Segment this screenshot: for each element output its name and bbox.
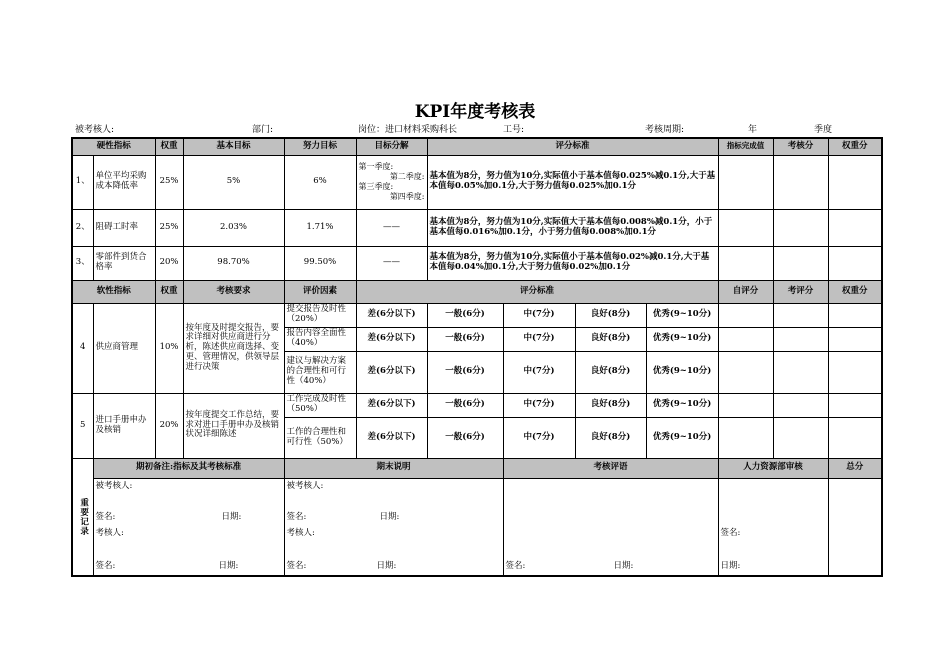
date-label: 日期: [376,560,397,571]
table-row [72,209,882,246]
grade-fair[interactable]: 一般(6分) [427,351,503,393]
grade-medium[interactable]: 中(7分) [503,327,575,351]
requirement-text: 按年度提交工作总结，要求对进口手册申办及核销状况详细陈述 [183,393,284,458]
grade-good[interactable]: 良好(8分) [575,351,646,393]
sign-label: 签名: [286,560,307,571]
completion-value-cell[interactable] [718,209,773,246]
sign-label: 签名: [505,560,526,571]
employee-id-label: 工号: [503,125,525,135]
header-hard-indicator: 硬性指标 [72,138,155,155]
indicator-name: 零部件到货合格率 [93,246,155,280]
comments-cell[interactable] [503,478,718,576]
header-initial-notes: 期初备注:指标及其考核标准 [93,458,284,478]
total-score-cell[interactable] [828,478,882,576]
scoring-standard-text: 基本值为8分，努力值为10分,实际值大于基本值每0.008%减0.1分，小于基本值每0.016%加0.1分，小于努力值每0.008%加0.1分 [427,209,718,246]
hard-header-row [72,138,882,155]
effort-target-value: 6% [284,155,356,209]
header-total-score: 总分 [828,458,882,478]
row-number: 5 [72,393,93,458]
grade-medium[interactable]: 中(7分) [503,417,575,458]
indicator-weight: 20% [155,246,183,280]
appraisee-label: 被考核人: [286,480,324,491]
effort-target-value: 1.71% [284,209,356,246]
completion-value-cell[interactable] [718,246,773,280]
records-label: 重要记录 [72,458,93,576]
weighted-score-cell[interactable] [828,155,882,209]
hr-review-cell[interactable] [718,478,828,576]
weighted-score-cell[interactable] [828,209,882,246]
row-number: 3、 [72,246,93,280]
header-comments: 考核评语 [503,458,718,478]
soft-header-row [72,280,882,303]
requirement-text: 按年度及时提交报告，要求详细对供应商进行分析，陈述供应商选择、变更、管理情况，供领导层进行决策 [183,303,284,393]
evaluation-factor: 工作完成及时性（50%） [284,393,356,417]
kpi-table [71,137,883,577]
year-label: 年 [748,125,758,135]
grade-poor[interactable]: 差(6分以下) [356,351,427,393]
appraiser-label: 考核人: [95,527,124,538]
date-label: 日期: [218,560,239,571]
grade-excellent[interactable]: 优秀(9~10分) [646,417,718,458]
weighted-score-cell[interactable] [828,327,882,351]
table-row [72,303,882,327]
header-weight: 权重 [155,138,183,155]
row-number: 4 [72,303,93,393]
header-scoring-standard: 评分标准 [427,138,718,155]
records-header-row [72,458,882,478]
evaluation-factor: 提交报告及时性（20%） [284,303,356,327]
indicator-weight: 25% [155,209,183,246]
appraiser-score-cell[interactable] [773,351,828,393]
appraisee-label: 被考核人: [75,125,115,135]
self-score-cell[interactable] [718,393,773,417]
grade-fair[interactable]: 一般(6分) [427,327,503,351]
grade-poor[interactable]: 差(6分以下) [356,393,427,417]
grade-fair[interactable]: 一般(6分) [427,417,503,458]
row-number: 2、 [72,209,93,246]
sign-label: 签名: [720,527,741,538]
target-breakdown[interactable] [356,155,427,209]
table-row [72,393,882,417]
q2-label: 第二季度: [389,172,425,181]
self-score-cell[interactable] [718,351,773,393]
appraiser-score-cell[interactable] [773,417,828,458]
grade-medium[interactable]: 中(7分) [503,303,575,327]
grade-poor[interactable]: 差(6分以下) [356,327,427,351]
self-score-cell[interactable] [718,417,773,458]
grade-medium[interactable]: 中(7分) [503,393,575,417]
q1-label: 第一季度: [358,162,394,171]
records-body-row [72,478,882,576]
grade-good[interactable]: 良好(8分) [575,417,646,458]
date-label: 日期: [221,511,242,522]
grade-medium[interactable]: 中(7分) [503,351,575,393]
indicator-name: 阻碍工时率 [93,209,155,246]
position-label: 岗位：进口材料采购科长 [358,125,458,135]
indicator-name: 进口手册申办及核销 [93,393,155,458]
grade-excellent[interactable]: 优秀(9~10分) [646,351,718,393]
appraiser-score-cell[interactable] [773,327,828,351]
completion-value-cell[interactable] [718,155,773,209]
grade-fair[interactable]: 一般(6分) [427,393,503,417]
grade-fair[interactable]: 一般(6分) [427,303,503,327]
table-row [72,246,882,280]
target-breakdown: —— [356,246,427,280]
indicator-weight: 25% [155,155,183,209]
grade-excellent[interactable]: 优秀(9~10分) [646,327,718,351]
grade-poor[interactable]: 差(6分以下) [356,417,427,458]
header-appraiser-score: 考评分 [773,280,828,303]
header-weighted-score: 权重分 [828,280,882,303]
weighted-score-cell[interactable] [828,393,882,417]
header-scoring-standard: 评分标准 [356,280,718,303]
initial-notes-cell[interactable] [93,478,284,576]
indicator-name: 单位平均采购成本降低率 [93,155,155,209]
grade-poor[interactable]: 差(6分以下) [356,303,427,327]
indicator-name: 供应商管理 [93,303,155,393]
indicator-weight: 10% [155,303,183,393]
base-target-value: 2.03% [183,209,284,246]
header-effort-target: 努力目标 [284,138,356,155]
weighted-score-cell[interactable] [828,417,882,458]
page-title: KPI年度考核表 [414,102,536,122]
sign-label: 签名: [95,560,116,571]
weighted-score-cell[interactable] [828,351,882,393]
sign-label: 签名: [286,511,307,522]
header-requirement: 考核要求 [183,280,284,303]
table-row [72,155,882,209]
evaluation-factor: 建议与解决方案的合理性和可行性（40%） [284,351,356,393]
target-breakdown: —— [356,209,427,246]
appraiser-score-cell[interactable] [773,393,828,417]
department-label: 部门: [252,125,274,135]
header-base-target: 基本目标 [183,138,284,155]
header-final-explanation: 期末说明 [284,458,503,478]
weighted-score-cell[interactable] [828,303,882,327]
evaluation-factor: 工作的合理性和可行性（50%） [284,417,356,458]
grade-good[interactable]: 良好(8分) [575,393,646,417]
grade-good[interactable]: 良好(8分) [575,303,646,327]
scoring-standard-text: 基本值为8分，努力值为10分,实际值小于基本值每0.025%减0.1分,大于基本值每0.05%加0.1分,大于努力值每0.025%加0.1分 [427,155,718,209]
base-target-value: 98.70% [183,246,284,280]
scoring-standard-text: 基本值为8分，努力值为10分,实际值小于基本值每0.02%减0.1分,大于基本值每0.04%加0.1分,大于努力值每0.02%加0.1分 [427,246,718,280]
appraisee-label: 被考核人: [95,480,133,491]
appraisal-score-cell[interactable] [773,155,828,209]
grade-good[interactable]: 良好(8分) [575,327,646,351]
date-label: 日期: [720,560,741,571]
header-self-score: 自评分 [718,280,773,303]
indicator-weight: 20% [155,393,183,458]
self-score-cell[interactable] [718,327,773,351]
header-weight: 权重 [155,280,183,303]
weighted-score-cell[interactable] [828,246,882,280]
appraiser-score-cell[interactable] [773,303,828,327]
appraisal-score-cell[interactable] [773,246,828,280]
header-soft-indicator: 软性指标 [72,280,155,303]
header-weighted-score: 权重分 [828,138,882,155]
appraiser-label: 考核人: [286,527,315,538]
date-label: 日期: [613,560,634,571]
header-target-breakdown: 目标分解 [356,138,427,155]
sign-label: 签名: [95,511,116,522]
effort-target-value: 99.50% [284,246,356,280]
grade-excellent[interactable]: 优秀(9~10分) [646,393,718,417]
header-completion-value: 指标完成值 [718,138,773,155]
q3-label: 第三季度: [358,182,394,191]
row-number: 1、 [72,155,93,209]
final-explanation-cell[interactable] [284,478,503,576]
period-label: 考核周期: [645,125,685,135]
header-evaluation-factor: 评价因素 [284,280,356,303]
evaluation-factor: 报告内容全面性（40%） [284,327,356,351]
header-appraisal-score: 考核分 [773,138,828,155]
quarter-label: 季度 [814,125,833,135]
date-label: 日期: [379,511,400,522]
grade-excellent[interactable]: 优秀(9~10分) [646,303,718,327]
self-score-cell[interactable] [718,303,773,327]
base-target-value: 5% [183,155,284,209]
header-hr-review: 人力资源部审核 [718,458,828,478]
q4-label: 第四季度: [389,192,425,201]
appraisal-score-cell[interactable] [773,209,828,246]
